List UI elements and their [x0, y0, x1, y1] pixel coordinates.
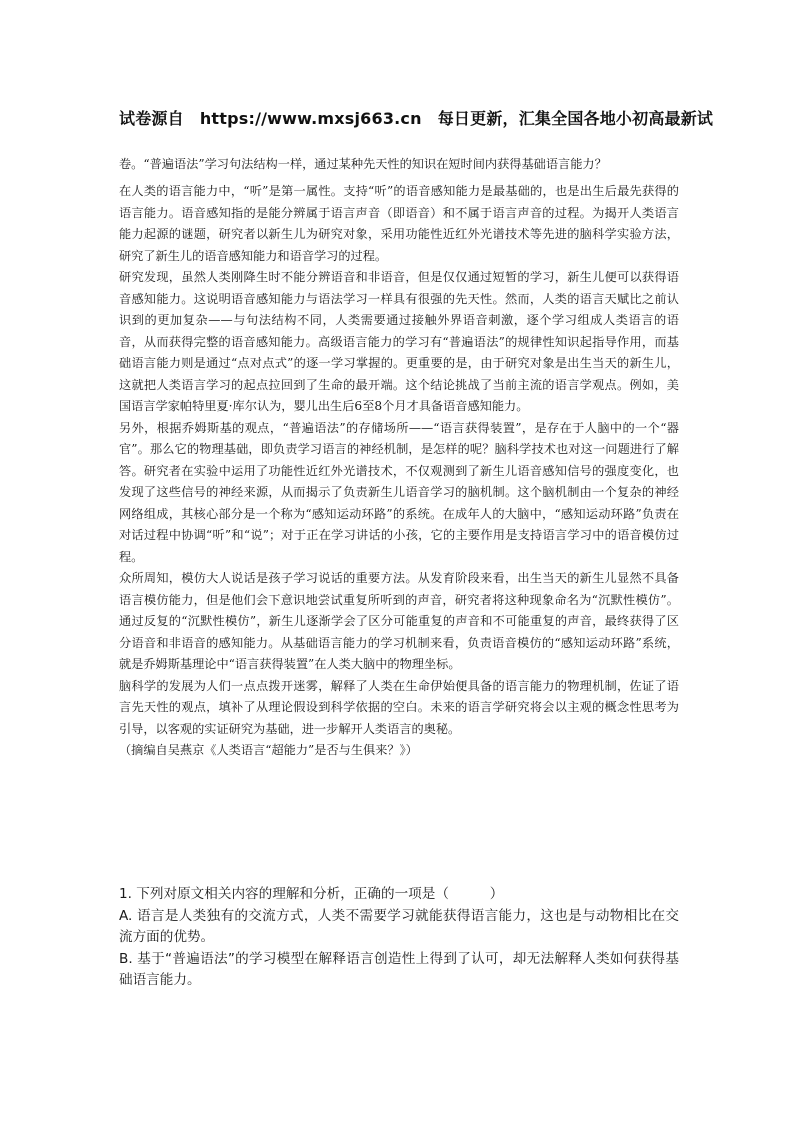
question-1-stem: 1. 下列对原文相关内容的理解和分析，正确的一项是（ ）: [119, 886, 504, 902]
header-url-link[interactable]: https://www.mxsj663.cn: [199, 109, 422, 128]
article-source-citation: （摘编自吴燕京《人类语言“超能力”是否与生俱来？》）: [119, 743, 418, 757]
article-paragraph-5: 脑科学的发展为人们一点点拨开迷雾，解释了人类在生命伊始便具备的语言能力的物理机制，佐证了语言先天性的观点，填补了从理论假设到科学依据的空白。未来的语言学研究将会以主观的概念性思考为引导，以客观的实证研究为基础，进一步解开人类语言的奥秘。: [119, 678, 679, 736]
page-header: [119, 106, 714, 129]
article-lead-paragraph: 卷。“普遍语法”学习句法结构一样，通过某种先天性的知识在短时间内获得基础语言能力？: [119, 157, 607, 171]
question-1-option-b: B. 基于“普遍语法”的学习模型在解释语言创造性上得到了认可，却无法解释人类如何获得基础语言能力。: [119, 950, 679, 988]
article-paragraph-3: 另外，根据乔姆斯基的观点，“普遍语法”的存储场所——“语言获得装置”，是存在于人脑中的一个“器官”。那么它的物理基础，即负责学习语言的神经机制，是怎样的呢？脑科学技术也对这一问题进行了解答。研究者在实验中运用了功能性近红外光谱技术，不仅观测到了新生儿语音感知信号的强度变化，也发现了这些信号的神经来源，从而揭示了负责新生儿语音学习的脑机制。这个脑机制由一个复杂的神经网络组成，其核心部分是一个称为“感知运动环路”的系统。在成年人的大脑中，“感知运动环路”负责在对话过程中协调“听”和“说”；对于正在学习讲话的小孩，它的主要作用是支持语言学习中的语音模仿过程。: [119, 420, 679, 564]
article-body: [119, 148, 679, 762]
question-1-option-a: A. 语言是人类独有的交流方式，人类不需要学习就能获得语言能力，这也是与动物相比在交流方面的优势。: [119, 907, 679, 945]
question-block: [119, 884, 679, 992]
article-paragraph-1: 在人类的语言能力中，“听”是第一属性。支持“听”的语音感知能力是最基础的，也是出生后最先获得的语言能力。语音感知指的是能分辨属于语言声音（即语音）和不属于语言声音的过程。为揭开人类语言能力起源的谜题，研究者以新生儿为研究对象，采用功能性近红外光谱技术等先进的脑科学实验方法，研究了新生儿的语音感知能力和语音学习的过程。: [119, 184, 679, 263]
article-paragraph-4: 众所周知，模仿大人说话是孩子学习说话的重要方法。从发育阶段来看，出生当天的新生儿显然不具备语言模仿能力，但是他们会下意识地尝试重复所听到的声音，研究者将这种现象命名为“沉默性模仿”。通过反复的“沉默性模仿”，新生儿逐渐学会了区分可能重复的声音和不可能重复的声音，最终获得了区分语音和非语音的感知能力。从基础语言能力的学习机制来看，负责语音模仿的“感知运动环路”系统，就是乔姆斯基理论中“语言获得装置”在人类大脑中的物理坐标。: [119, 571, 679, 671]
article-paragraph-2: 研究发现，虽然人类刚降生时不能分辨语音和非语音，但是仅仅通过短暂的学习，新生儿便可以获得语音感知能力。这说明语音感知能力与语法学习一样具有很强的先天性。然而，人类的语言天赋比之前认识到的更加复杂——与句法结构不同，人类需要通过接触外界语音刺激，逐个学习组成人类语言的语音，从而获得完整的语音感知能力。高级语言能力的学习有“普遍语法”的规律性知识起指导作用，而基础语言能力则是通过“点对点式”的逐一学习掌握的。更重要的是，由于研究对象是出生当天的新生儿，这就把人类语言学习的起点拉回到了生命的最开端。这个结论挑战了当前主流的语言学观点。例如，美国语言学家帕特里夏·库尔认为，婴儿出生后6至8个月才具备语音感知能力。: [119, 270, 679, 413]
header-source-label: 试卷源自: [119, 109, 184, 128]
header-tagline: 每日更新，汇集全国各地小初高最新试: [437, 109, 714, 128]
